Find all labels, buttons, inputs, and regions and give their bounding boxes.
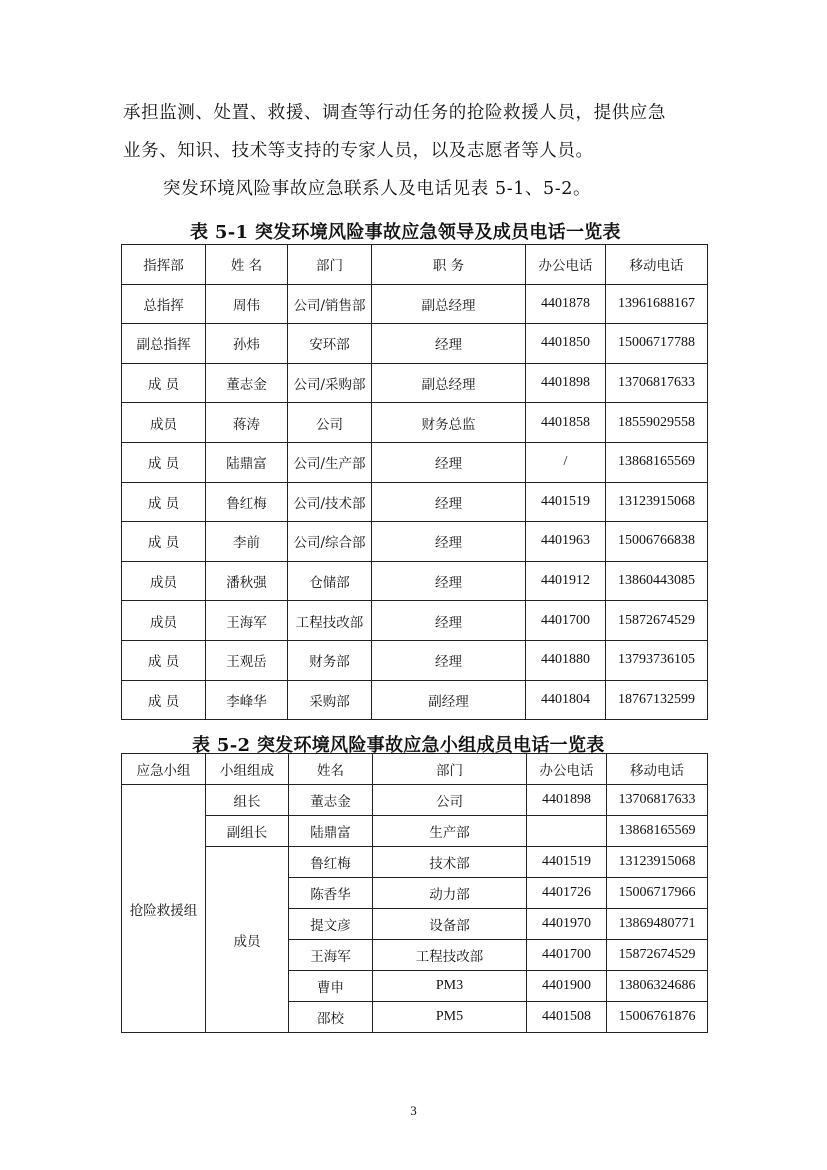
department-cell: 安环部 [288,324,372,364]
office-phone-cell: 4401508 [527,1002,607,1033]
mobile-phone-cell: 15872674529 [607,940,708,971]
command-role-cell: 成员 [122,601,206,641]
column-header: 办公电话 [526,245,606,285]
table-row [122,403,708,443]
office-phone-cell: 4401804 [526,680,606,720]
table-row [122,847,708,878]
position-cell: 副总经理 [372,363,526,403]
position-cell: 副总经理 [372,284,526,324]
office-phone-cell: 4401850 [526,324,606,364]
command-role-cell: 成员 [122,561,206,601]
mobile-phone-cell: 13860443085 [606,561,708,601]
table-body [122,284,708,720]
department-cell: 仓储部 [288,561,372,601]
office-phone-cell: 4401700 [526,601,606,641]
department-cell: 生产部 [373,816,527,847]
department-cell: 公司/销售部 [288,284,372,324]
column-header: 小组组成 [206,754,289,785]
department-cell: 技术部 [373,847,527,878]
command-role-cell: 成 员 [122,522,206,562]
department-cell: 财务部 [288,640,372,680]
leadership-contact-table [121,244,708,720]
table-row [122,816,708,847]
position-cell: 经理 [372,601,526,641]
mobile-phone-cell: 13868165569 [607,816,708,847]
position-cell: 经理 [372,324,526,364]
table-row [122,482,708,522]
table-row [122,324,708,364]
position-cell: 副经理 [372,680,526,720]
office-phone-cell: 4401858 [526,403,606,443]
table-row [122,561,708,601]
mobile-phone-cell: 15006761876 [607,1002,708,1033]
column-header: 部门 [288,245,372,285]
body-text-line-2: 业务、知识、技术等支持的专家人员，以及志愿者等人员。 [123,141,594,161]
mobile-phone-cell: 15006717788 [606,324,708,364]
name-cell: 王海军 [206,601,288,641]
name-cell: 周伟 [206,284,288,324]
department-cell: PM3 [373,971,527,1002]
command-role-cell: 成 员 [122,482,206,522]
position-cell: 经理 [372,522,526,562]
mobile-phone-cell: 18767132599 [606,680,708,720]
group-name-cell: 抢险救援组 [122,785,206,1033]
name-cell: 蒋涛 [206,403,288,443]
name-cell: 李前 [206,522,288,562]
table-row [122,601,708,641]
name-cell: 王观岳 [206,640,288,680]
command-role-cell: 总指挥 [122,284,206,324]
body-text-line-1: 承担监测、处置、救援、调查等行动任务的抢险救援人员，提供应急 [123,103,666,123]
command-role-cell: 成 员 [122,640,206,680]
office-phone-cell: 4401700 [527,940,607,971]
column-header: 应急小组 [122,754,206,785]
office-phone-cell: 4401898 [526,363,606,403]
position-cell: 经理 [372,442,526,482]
column-header: 移动电话 [606,245,708,285]
office-phone-cell: 4401898 [527,785,607,816]
office-phone-cell: 4401726 [527,878,607,909]
office-phone-cell: 4401880 [526,640,606,680]
department-cell: 公司/采购部 [288,363,372,403]
office-phone-cell: 4401963 [526,522,606,562]
name-cell: 王海军 [289,940,373,971]
name-cell: 曹申 [289,971,373,1002]
column-header: 指挥部 [122,245,206,285]
department-cell: 采购部 [288,680,372,720]
command-role-cell: 成 员 [122,680,206,720]
mobile-phone-cell: 13961688167 [606,284,708,324]
name-cell: 鲁红梅 [206,482,288,522]
command-role-cell: 成 员 [122,442,206,482]
office-phone-cell: 4401878 [526,284,606,324]
office-phone-cell: 4401519 [527,847,607,878]
body-text-line-3: 突发环境风险事故应急联系人及电话见表 5-1、5-2。 [163,179,592,199]
column-header: 部门 [373,754,527,785]
mobile-phone-cell: 13123915068 [606,482,708,522]
office-phone-cell: 4401912 [526,561,606,601]
name-cell: 董志金 [206,363,288,403]
department-cell: 公司/生产部 [288,442,372,482]
name-cell: 邵校 [289,1002,373,1033]
table-row [122,284,708,324]
mobile-phone-cell: 13706817633 [607,785,708,816]
command-role-cell: 副总指挥 [122,324,206,364]
table-row [122,522,708,562]
name-cell: 孙炜 [206,324,288,364]
department-cell: 工程技改部 [288,601,372,641]
emergency-team-table [121,753,708,1033]
table-header-row [122,245,708,285]
name-cell: 潘秋强 [206,561,288,601]
mobile-phone-cell: 13123915068 [607,847,708,878]
mobile-phone-cell: 13706817633 [606,363,708,403]
mobile-phone-cell: 15006717966 [607,878,708,909]
column-header: 职 务 [372,245,526,285]
name-cell: 鲁红梅 [289,847,373,878]
mobile-phone-cell: 15006766838 [606,522,708,562]
office-phone-cell: 4401900 [527,971,607,1002]
command-role-cell: 成员 [122,403,206,443]
table-5-2-caption: 表 5-2 突发环境风险事故应急小组成员电话一览表 [192,735,605,756]
department-cell: 工程技改部 [373,940,527,971]
table-5-1-caption: 表 5-1 突发环境风险事故应急领导及成员电话一览表 [190,222,621,243]
table-row [122,363,708,403]
department-cell: 公司 [373,785,527,816]
role-cell: 组长 [206,785,289,816]
table-row [122,442,708,482]
department-cell: 设备部 [373,909,527,940]
department-cell: 公司 [288,403,372,443]
position-cell: 财务总监 [372,403,526,443]
name-cell: 董志金 [289,785,373,816]
page-number: 3 [410,1103,417,1118]
table-row [122,785,708,816]
position-cell: 经理 [372,640,526,680]
name-cell: 陈香华 [289,878,373,909]
mobile-phone-cell: 13869480771 [607,909,708,940]
department-cell: 公司/综合部 [288,522,372,562]
table-header-row [122,754,708,785]
table-row [122,680,708,720]
column-header: 姓名 [289,754,373,785]
column-header: 移动电话 [607,754,708,785]
office-phone-cell: / [526,442,606,482]
department-cell: PM5 [373,1002,527,1033]
role-cell: 副组长 [206,816,289,847]
mobile-phone-cell: 18559029558 [606,403,708,443]
position-cell: 经理 [372,482,526,522]
command-role-cell: 成 员 [122,363,206,403]
mobile-phone-cell: 15872674529 [606,601,708,641]
mobile-phone-cell: 13868165569 [606,442,708,482]
department-cell: 动力部 [373,878,527,909]
table-row [122,640,708,680]
name-cell: 陆鼎富 [289,816,373,847]
department-cell: 公司/技术部 [288,482,372,522]
position-cell: 经理 [372,561,526,601]
role-cell: 成员 [206,847,289,1033]
office-phone-cell [527,816,607,847]
name-cell: 提文彦 [289,909,373,940]
column-header: 办公电话 [527,754,607,785]
office-phone-cell: 4401519 [526,482,606,522]
mobile-phone-cell: 13806324686 [607,971,708,1002]
office-phone-cell: 4401970 [527,909,607,940]
column-header: 姓 名 [206,245,288,285]
name-cell: 李峰华 [206,680,288,720]
name-cell: 陆鼎富 [206,442,288,482]
mobile-phone-cell: 13793736105 [606,640,708,680]
